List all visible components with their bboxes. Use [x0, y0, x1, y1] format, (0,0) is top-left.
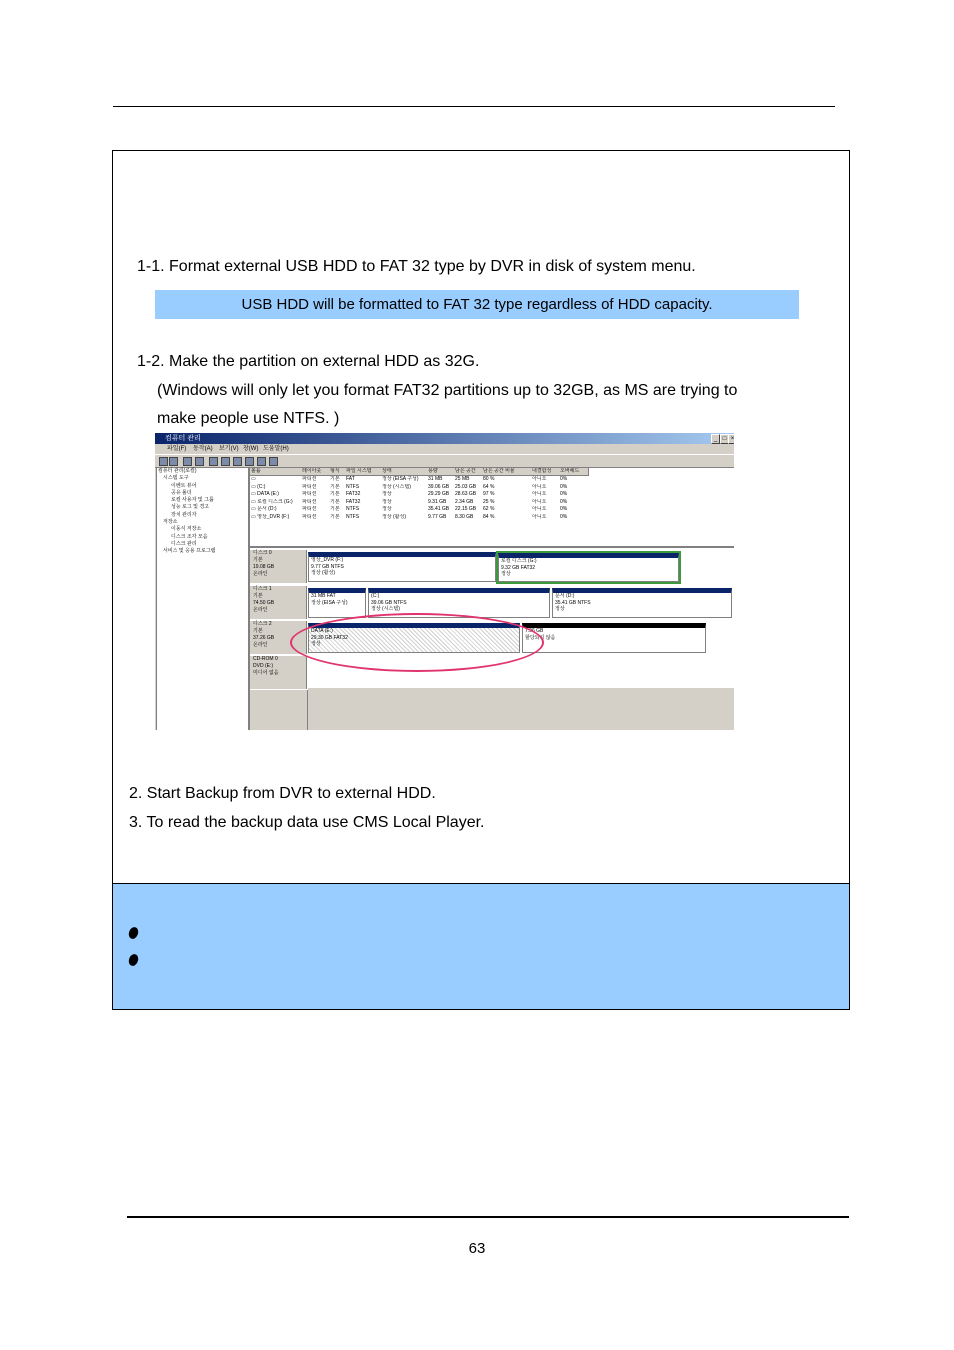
partition[interactable] [552, 588, 732, 618]
partition-status: 정상 (시스템) [371, 606, 400, 612]
volume-cell: 35.41 GB [428, 506, 450, 513]
menu-help[interactable]: 도움말(H) [263, 446, 289, 452]
step-1-2-note-line1: (Windows will only let you format FAT32 partitions up to 32GB, as MS are trying to [157, 382, 738, 399]
volume-row[interactable] [250, 514, 734, 522]
volume-cell: 22.15 GB [455, 506, 477, 513]
up-icon[interactable] [183, 457, 192, 466]
page-number: 63 [468, 1240, 486, 1257]
disk-status: 미디어 없음 [253, 670, 279, 676]
disk-status: 온라인 [253, 571, 268, 577]
volume-cell: 기본 [330, 506, 340, 513]
tree-item[interactable]: 이동식 저장소 [171, 526, 202, 533]
volume-cell: 0% [560, 498, 568, 505]
volume-cell: 아니오 [532, 491, 547, 498]
volume-cell: 84 % [483, 514, 495, 520]
volume-cell: 0% [560, 514, 568, 520]
list-icon[interactable] [269, 457, 278, 466]
volume-cell: 정상 (활성) [382, 514, 407, 520]
column-header[interactable]: 남은 공간 비율 [482, 468, 532, 476]
volume-cell: 파티션 [302, 491, 317, 498]
maximize-icon[interactable]: □ [720, 434, 729, 444]
disk-0-label [250, 550, 307, 583]
volume-cell: 25 MB [455, 476, 470, 482]
volume-cell: 파티션 [302, 506, 317, 513]
volume-cell: 정상 [382, 498, 392, 505]
volume-row[interactable] [250, 491, 734, 499]
volume-cell: 아니오 [532, 506, 547, 513]
tree-item[interactable]: 디스크 조각 모음 [171, 533, 208, 540]
disk-name: 디스크 1 [253, 586, 272, 592]
header-rule [113, 106, 835, 107]
menu-view[interactable]: 보기(V) [219, 446, 239, 452]
column-header[interactable]: 파일 시스템 [345, 468, 382, 476]
window-titlebar [155, 433, 734, 444]
disk-1-label [250, 586, 307, 619]
volume-cell: 기본 [330, 483, 340, 490]
disk-name: CD-ROM 0 [253, 656, 278, 662]
minimize-icon[interactable]: _ [711, 434, 720, 444]
volume-cell: ▭ 영상_DVR (F:) [251, 514, 290, 520]
column-header[interactable]: 볼륨 [250, 468, 302, 476]
volume-cell: 파티션 [302, 476, 317, 482]
disk-size: 19.08 GB [253, 564, 275, 570]
partition[interactable] [308, 588, 366, 618]
partition-info: 9.77 GB NTFS [311, 563, 344, 570]
column-header[interactable]: 오버헤드 [559, 468, 589, 476]
volume-cell: 8.30 GB [455, 514, 474, 520]
volume-cell: 29.29 GB [428, 491, 450, 498]
volume-row[interactable] [250, 506, 734, 514]
volume-cell: 64 % [483, 483, 495, 490]
step-1-1: 1-1. Format external USB HDD to FAT 32 type by DVR in disk of system menu. [137, 258, 696, 275]
volume-cell: 기본 [330, 498, 340, 505]
partition-info: 9.32 GB FAT32 [501, 564, 536, 571]
tip-box [112, 883, 850, 1010]
volume-cell: 28.63 GB [455, 491, 477, 498]
volume-cell: ▭ (C:) [251, 483, 266, 490]
volume-cell: 0% [560, 476, 568, 482]
tree-item[interactable]: 이벤트 뷰어 [171, 482, 197, 489]
tree-item[interactable]: 장치 관리자 [171, 511, 197, 518]
volume-cell: 아니오 [532, 483, 547, 490]
volume-cell: FAT [346, 476, 355, 482]
volume-cell: 62 % [483, 506, 495, 513]
column-header[interactable]: 상태 [381, 468, 428, 476]
volume-cell: ▭ 로컬 디스크 (G:) [251, 498, 293, 505]
volume-cell: 0% [560, 483, 568, 490]
disk-type: DVD (E:) [253, 663, 273, 669]
volume-cell: 파티션 [302, 498, 317, 505]
volume-cell: FAT32 [346, 498, 361, 505]
menu-window[interactable]: 창(W) [243, 446, 259, 452]
partition-name: 문서 (D:) [555, 593, 575, 599]
partition-status: 정상 [501, 571, 511, 577]
help-icon[interactable] [221, 457, 230, 466]
volume-cell: 25 % [483, 498, 495, 505]
close-icon[interactable]: × [728, 434, 734, 444]
tree-item[interactable]: 컴퓨터 관리(로컬) [158, 468, 197, 474]
volume-cell: NTFS [346, 483, 360, 490]
properties-icon[interactable] [209, 457, 218, 466]
volume-cell: 파티션 [302, 514, 317, 520]
partition[interactable] [498, 553, 679, 582]
partition-info: 35.41 GB NTFS [555, 599, 591, 606]
volume-cell: NTFS [346, 506, 360, 513]
bullet-icon [127, 926, 140, 940]
disk-size: 74.50 GB [253, 600, 275, 606]
partition-info: 39.06 GB NTFS [371, 599, 407, 606]
menu-action[interactable]: 동작(A) [193, 446, 213, 452]
highlight-ellipse [290, 613, 544, 672]
partition-name: (C:) [371, 593, 380, 599]
footer-rule [127, 1216, 849, 1218]
volume-row[interactable] [250, 484, 734, 492]
forward-icon[interactable] [169, 457, 178, 466]
volume-cell: 기본 [330, 491, 340, 498]
console-tree [156, 467, 249, 730]
volume-cell: 정상 (EISA 구성) [382, 476, 419, 482]
volume-row[interactable] [250, 499, 734, 507]
partition[interactable] [308, 552, 496, 582]
partition-info: 29.30 GB FAT32 [311, 634, 348, 641]
tree-icon[interactable] [195, 457, 204, 466]
volume-cell: 아니오 [532, 514, 547, 520]
volume-cell: 정상 (시스템) [382, 483, 411, 490]
volume-cell: 9.77 GB [428, 514, 447, 520]
column-header[interactable]: 내결함성 [531, 468, 560, 476]
volume-cell: ▭ DATA (E:) [251, 491, 279, 498]
tree-item[interactable]: 공유 폴더 [171, 489, 192, 496]
disk-size: 37.26 GB [253, 635, 275, 641]
partition-info: 7.96 GB [525, 628, 544, 634]
volume-cell: 정상 [382, 506, 392, 513]
partition-name: 로컬 디스크 (G:) [501, 558, 537, 564]
volume-cell: FAT32 [346, 491, 361, 498]
delete-icon[interactable] [233, 457, 242, 466]
step-3: 3. To read the backup data use CMS Local Player. [129, 814, 485, 831]
menu-bar [155, 444, 734, 454]
partition-status: 정상 (활성) [311, 570, 336, 576]
partition-status: 할당되지 않음 [525, 634, 556, 641]
partition-status: 정상 [555, 606, 565, 612]
column-header[interactable]: 형식 [329, 468, 346, 476]
volume-cell: 아니오 [532, 498, 547, 505]
column-header[interactable]: 레이아웃 [301, 468, 330, 476]
disk-name: 디스크 2 [253, 621, 272, 627]
column-header[interactable]: 용량 [427, 468, 455, 476]
volume-cell: 97 % [483, 491, 495, 498]
column-header[interactable]: 남은 공간 [454, 468, 483, 476]
disk-management-screenshot [155, 433, 734, 730]
partition-name: DATA (E:) [311, 628, 333, 634]
volume-cell: 0% [560, 506, 568, 513]
empty-disk-area [308, 688, 734, 730]
step-1-2: 1-2. Make the partition on external HDD as 32G. [137, 353, 480, 370]
step-1-2-note-line2: make people use NTFS. ) [157, 410, 340, 427]
window-title: 컴퓨터 관리 [165, 435, 201, 442]
volume-cell: 2.34 GB [455, 498, 474, 505]
disk-name: 디스크 0 [253, 550, 272, 556]
volume-cell: 아니오 [532, 476, 547, 482]
bullet-icon [127, 953, 140, 967]
volume-cell: ▭ [251, 476, 256, 482]
tree-item[interactable]: 로컬 사용자 및 그룹 [171, 497, 214, 504]
cdrom-label [250, 656, 307, 689]
settings-icon[interactable] [245, 457, 254, 466]
partition-status: 정상 (EISA 구성) [311, 599, 348, 606]
partition-name: 영상_DVR (F:) [311, 557, 344, 563]
volume-cell: 39.06 GB [428, 483, 450, 490]
volume-cell: ▭ 문서 (D:) [251, 506, 277, 513]
volume-cell: 31 MB [428, 476, 443, 482]
disk-status: 온라인 [253, 642, 268, 648]
volume-list [249, 467, 734, 547]
tree-item[interactable]: 서비스 및 응용 프로그램 [163, 548, 216, 555]
disk-type: 기본 [253, 557, 263, 563]
volume-cell: 0% [560, 491, 568, 498]
partition-unallocated[interactable] [522, 623, 706, 653]
partition-info: 31 MB FAT [311, 593, 336, 599]
volume-cell: NTFS [346, 514, 360, 520]
volume-cell: 25.03 GB [455, 483, 477, 490]
volume-cell: 정상 [382, 491, 392, 498]
menu-file[interactable]: 파일(F) [167, 446, 187, 452]
note-bar: USB HDD will be formatted to FAT 32 type regardless of HDD capacity. [155, 290, 799, 319]
volume-cell: 80 % [483, 476, 495, 482]
disk-type: 기본 [253, 593, 263, 599]
tree-item[interactable]: 성능 로그 및 경고 [171, 504, 209, 511]
disk-type: 기본 [253, 628, 263, 634]
disk-label-filler [250, 690, 308, 730]
disk-status: 온라인 [253, 607, 268, 613]
back-icon[interactable] [159, 457, 168, 466]
volume-cell: 9.31 GB [428, 498, 447, 505]
tree-item[interactable]: 디스크 관리 [171, 540, 197, 547]
step-2: 2. Start Backup from DVR to external HDD. [129, 785, 436, 802]
volume-row[interactable] [250, 476, 734, 484]
tree-item[interactable]: 저장소 [163, 519, 178, 526]
partition-status: 정상 [311, 641, 321, 647]
tree-item[interactable]: 시스템 도구 [163, 475, 189, 482]
toolbar [155, 454, 734, 468]
volume-cell: 기본 [330, 514, 340, 520]
volume-cell: 기본 [330, 476, 340, 482]
view-icon[interactable] [257, 457, 266, 466]
volume-cell: 파티션 [302, 483, 317, 490]
